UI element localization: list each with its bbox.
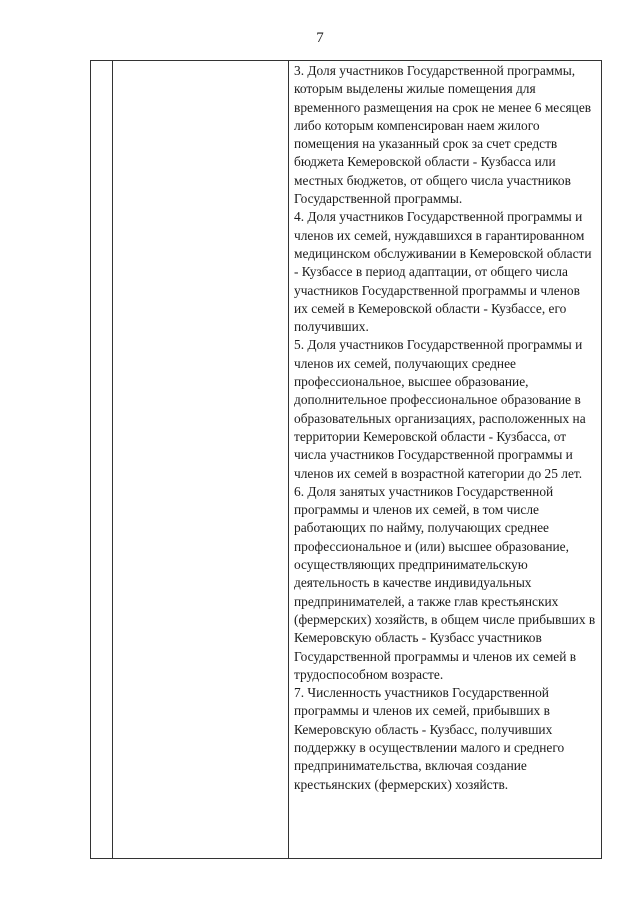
- indicator-6: 6. Доля занятых участников Государственной программы и членов их семей, в том числе работающих по найму, получающих среднее профессиональное и (или) высшее образование, осуществляющих предпринимательскую деятельность в качестве индивидуальных предпринимателей, а также глав крестьянских (фермерских) хозяйств, в общем числе прибывших в Кемеровскую область - Кузбасс участников Государственной программы и членов их семей в трудоспособном возрасте.: [294, 483, 596, 682]
- indicators-table: [90, 60, 602, 859]
- indicator-7: 7. Численность участников Государственной программы и членов их семей, прибывших в Кемеровскую область - Кузбасс, получивших поддержку в осуществлении малого и среднего предпринимательства, включая создание крестьянских (фермерских) хозяйств.: [294, 685, 565, 792]
- indicator-3: 3. Доля участников Государственной программы, которым выделены жилые помещения для временного размещения на срок не менее 6 месяцев либо которым компенсирован наем жилого помещения на указанный срок за счет средств бюджета Кемеровской области - Кузбасса или местных бюджетов, от общего числа участников Государственной программы.: [294, 63, 592, 207]
- table-cell-indicators: [289, 61, 602, 859]
- indicator-5: 5. Доля участников Государственной программы и членов их семей, получающих среднее профессиональное, высшее образование, дополнительное профессиональное образование в образовательных организациях, расположенных на территории Кемеровской области - Кузбасса, от числа участников Государственной программы и членов их семей в возрастной категории до 25 лет.: [294, 337, 586, 481]
- table-row: [91, 61, 602, 859]
- indicator-4: 4. Доля участников Государственной программы и членов их семей, нуждавшихся в гарантированном медицинском обслуживании в Кемеровской области - Кузбассе в период адаптации, от общего числа участников Государственной программы и членов их семей в Кемеровской области - Кузбассе, его получивших.: [294, 209, 592, 335]
- page-number: 7: [316, 30, 324, 46]
- table-cell-empty-1: [91, 61, 113, 859]
- table-cell-empty-2: [113, 61, 289, 859]
